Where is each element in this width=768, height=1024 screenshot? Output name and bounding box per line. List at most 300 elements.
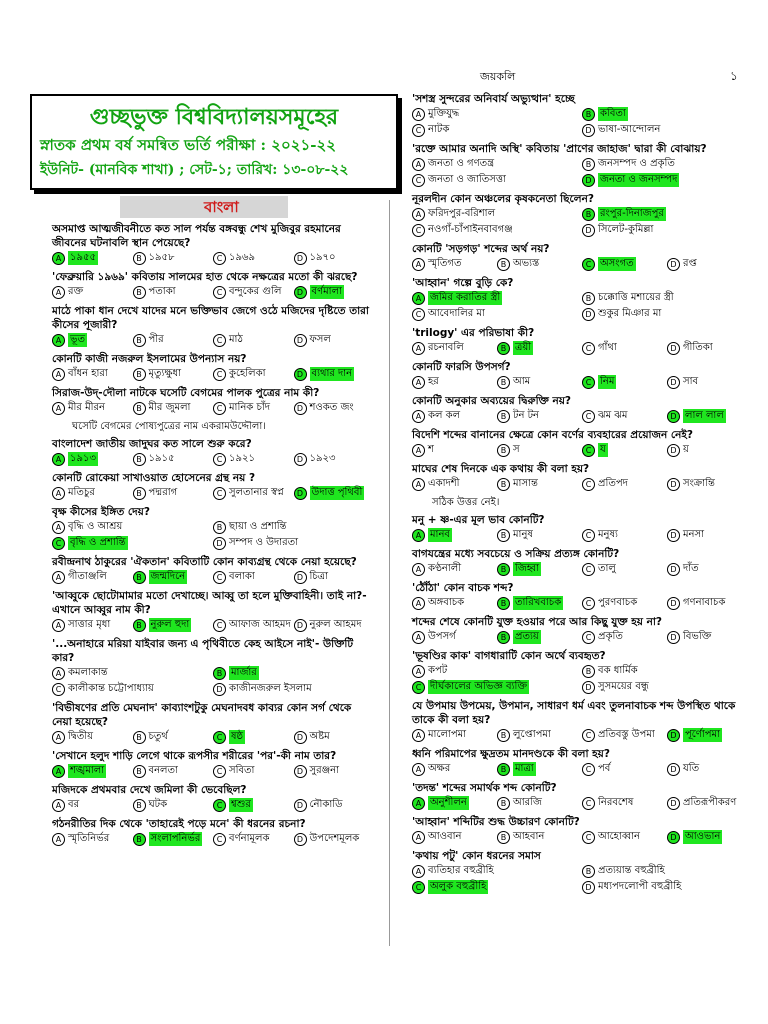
option-letter-circle: D	[667, 631, 680, 644]
options-group	[52, 452, 374, 468]
option	[213, 333, 294, 347]
option-label: আরজি	[513, 797, 542, 808]
option-letter-circle: D	[294, 619, 307, 632]
option-label: আওবান	[428, 831, 462, 842]
option-letter-circle: C	[412, 308, 425, 321]
option-letter-circle: D	[294, 453, 307, 466]
option-letter-circle: C	[213, 731, 226, 744]
option-label: ভূত	[70, 334, 85, 345]
option-correct	[52, 452, 133, 466]
option-label: গাঁথা	[598, 342, 617, 353]
option-letter-circle: B	[497, 342, 510, 355]
option-label: সংলাপনির্ভর	[150, 833, 201, 844]
option-label: লাল লাল	[685, 410, 724, 421]
option	[213, 764, 294, 778]
option-letter-circle: A	[412, 158, 425, 171]
option-label: বন্দুকের গুলি	[229, 286, 282, 297]
option-label: স্মৃতিনির্ভর	[68, 833, 110, 844]
option-letter-circle: D	[294, 334, 307, 347]
option	[133, 333, 214, 347]
option-correct	[497, 562, 582, 576]
option-letter-circle: C	[213, 286, 226, 299]
options-group	[52, 666, 374, 698]
option-letter-circle: D	[582, 224, 595, 237]
options-group	[52, 251, 374, 267]
page-number: ১	[730, 69, 738, 83]
option-label: শ	[428, 444, 434, 455]
question-text: রবীন্দ্রনাথ ঠাকুরের 'ঐকতান' কবিতাটি কোন কাব্যগ্রন্থ থেকে নেয়া হয়েছে?	[52, 556, 357, 568]
option-label: সিলেট-কুমিল্লা	[598, 224, 654, 235]
options-group	[412, 409, 752, 425]
option-label: গীতিকা	[683, 342, 713, 353]
option-label: অঙ্গবাচক	[428, 597, 465, 608]
left-column	[52, 222, 374, 851]
option-letter-circle: D	[667, 563, 680, 576]
option-label: দীর্ঘকালের অভিজ্ঞ ব্যক্তি	[430, 681, 528, 692]
option	[582, 762, 667, 776]
option-correct	[412, 680, 582, 694]
option-letter-circle: A	[412, 444, 425, 457]
option-letter-circle: D	[582, 681, 595, 694]
options-group	[52, 618, 374, 634]
option-label: অলুক বহুব্রীহি	[430, 881, 487, 892]
option	[213, 486, 294, 500]
option-label: মাসান্ত	[513, 478, 538, 489]
option-label: উপদেশমূলক	[309, 833, 360, 844]
option-label: কণ্ঠনালী	[428, 563, 462, 574]
option-label: কমলাকান্ত	[68, 667, 108, 678]
option-label: বর্ণমালা	[311, 286, 342, 297]
option-label: রপ্ত	[683, 258, 697, 269]
question-text: বিদেশি শব্দের বানানের ক্ষেত্রে কোন বর্ণের ব্যবহারের প্রয়োজন নেই?	[412, 429, 693, 441]
option-correct	[582, 173, 752, 187]
option	[412, 375, 497, 389]
option-correct	[497, 596, 582, 610]
option-label: ফরিদপুর-বরিশাল	[428, 208, 496, 219]
option	[294, 730, 375, 744]
option	[412, 562, 497, 576]
option-letter-circle: A	[52, 252, 65, 265]
option	[133, 452, 214, 466]
option-letter-circle: C	[412, 224, 425, 237]
option-label: সুলতানার স্বপ্ন	[229, 487, 284, 498]
option-letter-circle: A	[52, 286, 65, 299]
option-letter-circle: A	[52, 667, 65, 680]
options-group	[52, 764, 374, 780]
option	[412, 443, 497, 457]
option-label: ১৯২১	[229, 453, 255, 464]
option-letter-circle: A	[412, 631, 425, 644]
option	[582, 664, 752, 678]
option	[412, 864, 582, 878]
option	[582, 409, 667, 423]
option-letter-circle: C	[412, 124, 425, 137]
option-letter-circle: D	[582, 308, 595, 321]
option-label: উপসর্গ	[428, 631, 456, 642]
option-correct	[582, 375, 667, 389]
option-letter-circle: D	[667, 444, 680, 457]
option	[667, 477, 752, 491]
question-text: 'ভূষণ্ডির কাক' বাগধারাটি কোন অর্থে ব্যবহৃত?	[412, 650, 606, 662]
option-letter-circle: C	[582, 831, 595, 844]
question-text: 'ঠৌঁঠা' কোন বাচক শব্দ?	[412, 582, 514, 594]
option-letter-circle: A	[412, 865, 425, 878]
option-label: বিভক্তি	[683, 631, 712, 642]
option-label: আফাজ আহমদ	[229, 619, 291, 630]
option-letter-circle: C	[213, 571, 226, 584]
option-label: প্রত্যয়	[515, 631, 539, 642]
option-label: বলাকা	[229, 571, 255, 582]
option-letter-circle: B	[497, 529, 510, 542]
option	[412, 477, 497, 491]
option-letter-circle: A	[52, 619, 65, 632]
option-correct	[582, 107, 752, 121]
option-label: রক্ত	[68, 286, 84, 297]
option	[213, 570, 294, 584]
option	[213, 401, 294, 415]
option-correct	[497, 762, 582, 776]
option-label: কালীকান্ত চট্টোপাধ্যায়	[68, 683, 154, 694]
option	[412, 409, 497, 423]
option-letter-circle: A	[412, 108, 425, 121]
option-letter-circle: D	[667, 478, 680, 491]
option-label: ১৯১৩	[70, 453, 96, 464]
options-group	[412, 477, 752, 493]
option-label: রচনাবলি	[428, 342, 464, 353]
option-label: আম	[513, 376, 531, 387]
option-letter-circle: B	[582, 292, 595, 305]
option-letter-circle: D	[213, 537, 226, 550]
option-correct	[667, 728, 752, 742]
question-text: 'আহ্বান' গল্পে বুড়ি কে?	[412, 277, 514, 289]
option-letter-circle: D	[294, 833, 307, 846]
option-letter-circle: D	[667, 529, 680, 542]
options-group	[412, 207, 752, 239]
options-group	[52, 730, 374, 746]
option	[412, 123, 582, 137]
option-label: জনসম্পদ ও প্রকৃতি	[598, 158, 675, 169]
option-label: সাত্তার মৃধা	[68, 619, 111, 630]
option-letter-circle: C	[582, 729, 595, 742]
option-letter-circle: D	[582, 881, 595, 894]
option-label: জনতা ও জাতিসত্তা	[428, 174, 506, 185]
option-label: গীতাঞ্জলি	[68, 571, 107, 582]
option-correct	[133, 618, 214, 632]
question-text: 'আহ্বান' শব্দিটির শুদ্ধ উচ্চারণ কোনটি?	[412, 816, 580, 828]
option-label: পর্ব	[598, 763, 611, 774]
option-label: শ্বশুর	[231, 799, 251, 810]
option	[497, 830, 582, 844]
option-letter-circle: C	[582, 529, 595, 542]
option-letter-circle: C	[213, 453, 226, 466]
option-letter-circle: C	[412, 681, 425, 694]
option-label: নওগাঁ-চাঁপাইনবাবগঞ্জ	[428, 224, 513, 235]
option-label: ১৯১৫	[148, 453, 175, 464]
option-letter-circle: D	[582, 174, 595, 187]
option	[294, 333, 375, 347]
option	[412, 762, 497, 776]
options-group	[412, 762, 752, 778]
option-letter-circle: C	[52, 537, 65, 550]
option-letter-circle: B	[582, 208, 595, 221]
option-letter-circle: A	[52, 334, 65, 347]
options-group	[412, 596, 752, 612]
option	[52, 570, 133, 584]
option-label: ত্রয়ী	[515, 342, 532, 353]
option	[133, 367, 214, 381]
option	[582, 291, 752, 305]
option-label: ১৯৫৮	[148, 252, 175, 263]
option	[52, 730, 133, 744]
option-letter-circle: A	[412, 292, 425, 305]
option	[294, 798, 375, 812]
option-letter-circle: A	[412, 208, 425, 221]
option	[667, 796, 752, 810]
question-text: ধ্বনি পরিমাপের ক্ষুদ্রতম মানদণ্ডকে কী বলা হয়?	[412, 748, 610, 760]
option-letter-circle: C	[582, 258, 595, 271]
option-letter-circle: D	[667, 831, 680, 844]
option	[497, 796, 582, 810]
option	[412, 341, 497, 355]
option	[667, 528, 752, 542]
option	[294, 570, 375, 584]
title-main: গুচ্ছভুক্ত বিশ্ববিদ্যালয়সমূহের	[89, 104, 339, 130]
option-label: নুরুল আহমদ	[309, 619, 362, 630]
option-label: জনতা ও জনসম্পদ	[600, 174, 678, 185]
option	[582, 528, 667, 542]
option-correct	[52, 333, 133, 347]
option-correct	[52, 764, 133, 778]
option-label: নৌকাডি	[309, 799, 343, 810]
option-label: বর	[68, 799, 80, 810]
option-correct	[497, 341, 582, 355]
option-label: অক্ষর	[428, 763, 451, 774]
option-letter-circle: C	[52, 683, 65, 696]
option	[52, 682, 213, 696]
option-label: কপট	[428, 665, 448, 676]
option-label: অনুশীলন	[430, 797, 467, 808]
option-label: পূর্ণোপমা	[685, 729, 720, 740]
option-correct	[497, 630, 582, 644]
option-label: নিরবশেষ	[598, 797, 634, 808]
option-label: মালোপমা	[428, 729, 467, 740]
option-letter-circle: B	[497, 478, 510, 491]
question-text: মজিদকে প্রথমবার দেখে জমিলা কী ভেবেছিল?	[52, 784, 247, 796]
option-letter-circle: D	[294, 571, 307, 584]
option-label: মীর মীরন	[68, 402, 105, 413]
option-letter-circle: B	[133, 619, 146, 632]
option	[412, 157, 582, 171]
options-group	[52, 285, 374, 301]
option-label: ভাষা-আন্দোলন	[598, 124, 661, 135]
option-letter-circle: B	[133, 571, 146, 584]
option-label: প্রতিবস্তু উপমা	[598, 729, 655, 740]
option-correct	[667, 409, 752, 423]
option	[412, 107, 582, 121]
option-letter-circle: A	[52, 731, 65, 744]
option-label: মুক্তিযুদ্ধ	[428, 108, 460, 119]
answer-note: সঠিক উত্তর নেই।	[432, 497, 500, 508]
option-letter-circle: B	[133, 334, 146, 347]
option-letter-circle: B	[133, 799, 146, 812]
option	[412, 223, 582, 237]
option-label: চক্কোত্তি মশায়ের স্ত্রী	[598, 292, 674, 303]
option-label: পতাকা	[148, 286, 176, 297]
option	[294, 251, 375, 265]
option	[667, 257, 752, 271]
option-letter-circle: C	[213, 334, 226, 347]
option-label: মানুষ	[513, 529, 533, 540]
option-letter-circle: C	[213, 402, 226, 415]
option-label: হর	[428, 376, 439, 387]
option-letter-circle: A	[52, 402, 65, 415]
option-label: কুহেলিকা	[229, 368, 266, 379]
question-text: বাংলাদেশ জাতীয় জাদুঘর কত সালে শুরু করে?	[52, 438, 252, 450]
option-label: ব্যতিহার বহুব্রীহি	[428, 865, 494, 876]
option-letter-circle: A	[412, 529, 425, 542]
option-label: স্মৃতিগত	[428, 258, 462, 269]
option	[294, 452, 375, 466]
question-text: শব্দের শেষে কোনটি যুক্ত হওয়ার পরে আর কিছু যুক্ত হয় না?	[412, 616, 662, 628]
option	[497, 728, 582, 742]
option	[52, 832, 133, 846]
option-letter-circle: D	[667, 376, 680, 389]
option-letter-circle: C	[213, 487, 226, 500]
option-letter-circle: C	[213, 368, 226, 381]
option	[412, 630, 497, 644]
option-correct	[667, 830, 752, 844]
option-label: টন টন	[513, 410, 540, 421]
option-label: চতুর্থ	[148, 731, 168, 742]
option-correct	[213, 666, 374, 680]
option-label: কাজীনজরুল ইসলাম	[229, 683, 312, 694]
option-letter-circle: A	[412, 563, 425, 576]
option-letter-circle: D	[582, 124, 595, 137]
option-label: লুপ্তোপমা	[513, 729, 551, 740]
option-letter-circle: A	[412, 478, 425, 491]
question-text: যে উপমায় উপমেয়, উপমান, সাধারণ ধর্ম এবং তুলনাবাচক শব্দ উপস্থিত থাকে তাকে কী বলা হয়?	[412, 700, 736, 726]
option	[52, 401, 133, 415]
option-letter-circle: B	[497, 831, 510, 844]
option	[582, 680, 752, 694]
option-label: জনতা ও গণতন্ত্র	[428, 158, 495, 169]
question-text: 'তদন্ত' শব্দের সমার্থক শব্দ কোনটি?	[412, 782, 557, 794]
option-letter-circle: B	[582, 665, 595, 678]
option-letter-circle: C	[582, 410, 595, 423]
option-letter-circle: B	[497, 763, 510, 776]
option-letter-circle: C	[582, 444, 595, 457]
option-letter-circle: C	[582, 563, 595, 576]
option-letter-circle: D	[667, 729, 680, 742]
option	[582, 307, 752, 321]
options-group	[52, 486, 374, 502]
option-correct	[582, 257, 667, 271]
options-group	[52, 367, 374, 383]
option-letter-circle: C	[582, 478, 595, 491]
option	[667, 341, 752, 355]
option-correct	[412, 291, 582, 305]
option-letter-circle: A	[52, 453, 65, 466]
option-correct	[412, 880, 582, 894]
option-label: যতি	[683, 763, 700, 774]
options-group	[52, 798, 374, 814]
option-label: চিত্রা	[309, 571, 329, 582]
option-label: প্রকৃতি	[598, 631, 623, 642]
option-letter-circle: D	[294, 368, 307, 381]
option	[582, 630, 667, 644]
page-header: জয়কলি	[480, 70, 516, 83]
option-label: দাঁত	[683, 563, 699, 574]
option	[294, 764, 375, 778]
question-text: সিরাজ-উদ্-দৌলা নাটকে ঘসেটি বেগমের পালক পুত্রের নাম কী?	[52, 387, 320, 399]
option	[213, 367, 294, 381]
option-label: মীর জুমলা	[148, 402, 191, 413]
option-label: বাঁধন হারা	[68, 368, 108, 379]
option-label: মাঠ	[229, 334, 243, 345]
option-label: আহোব্বান	[598, 831, 641, 842]
option	[497, 477, 582, 491]
option-label: উদাত্ত পৃথিবী	[311, 487, 363, 498]
option	[582, 123, 752, 137]
option-label: মনসা	[683, 529, 705, 540]
option	[667, 443, 752, 457]
options-group	[52, 570, 374, 586]
option-letter-circle: C	[213, 252, 226, 265]
option-letter-circle: D	[667, 763, 680, 776]
option	[52, 285, 133, 299]
option-letter-circle: A	[52, 833, 65, 846]
title-box	[30, 94, 398, 190]
option-label: মানিক চাঁদ	[229, 402, 271, 413]
options-group	[412, 341, 752, 357]
option-letter-circle: C	[582, 797, 595, 810]
option-label: সংক্রান্তি	[683, 478, 715, 489]
option-label: আহবান	[513, 831, 545, 842]
option-letter-circle: C	[412, 174, 425, 187]
option	[412, 257, 497, 271]
option	[52, 618, 133, 632]
option-label: ঝম ঝম	[598, 410, 628, 421]
option-label: অসংগত	[600, 258, 634, 269]
option	[133, 251, 214, 265]
option-letter-circle: B	[133, 487, 146, 500]
option-letter-circle: B	[497, 410, 510, 423]
question-text: কোনটি রোকেয়া সাখাওয়াত হোসেনের গ্রন্থ নয় ?	[52, 472, 256, 484]
option	[497, 528, 582, 542]
option-letter-circle: A	[412, 665, 425, 678]
title-exam: স্নাতক প্রথম বর্ষ সমন্বিত ভর্তি পরীক্ষা : ২০২১-২২	[40, 136, 336, 154]
option	[582, 880, 752, 894]
option-label: প্রতিপদ	[598, 478, 628, 489]
option-label: অভ্যস্ত	[513, 258, 540, 269]
option	[213, 520, 374, 534]
option-correct	[412, 528, 497, 542]
option-label: কল কল	[428, 410, 461, 421]
option	[133, 798, 214, 812]
option	[52, 520, 213, 534]
option-label: জিহ্বা	[515, 563, 540, 574]
option-correct	[412, 796, 497, 810]
option-label: অষ্টম	[309, 731, 330, 742]
question-text: 'ফেব্রুয়ারি ১৯৬৯' কবিতায় সালমের হাত থেকে নক্ষত্রের মতো কী ঝরছে?	[52, 271, 358, 283]
option-label: ১৯৭০	[309, 252, 336, 263]
option-letter-circle: D	[213, 683, 226, 696]
option-letter-circle: D	[667, 342, 680, 355]
option-label: তালু	[598, 563, 616, 574]
option-letter-circle: B	[213, 521, 226, 534]
option-letter-circle: B	[497, 797, 510, 810]
option-letter-circle: D	[294, 252, 307, 265]
